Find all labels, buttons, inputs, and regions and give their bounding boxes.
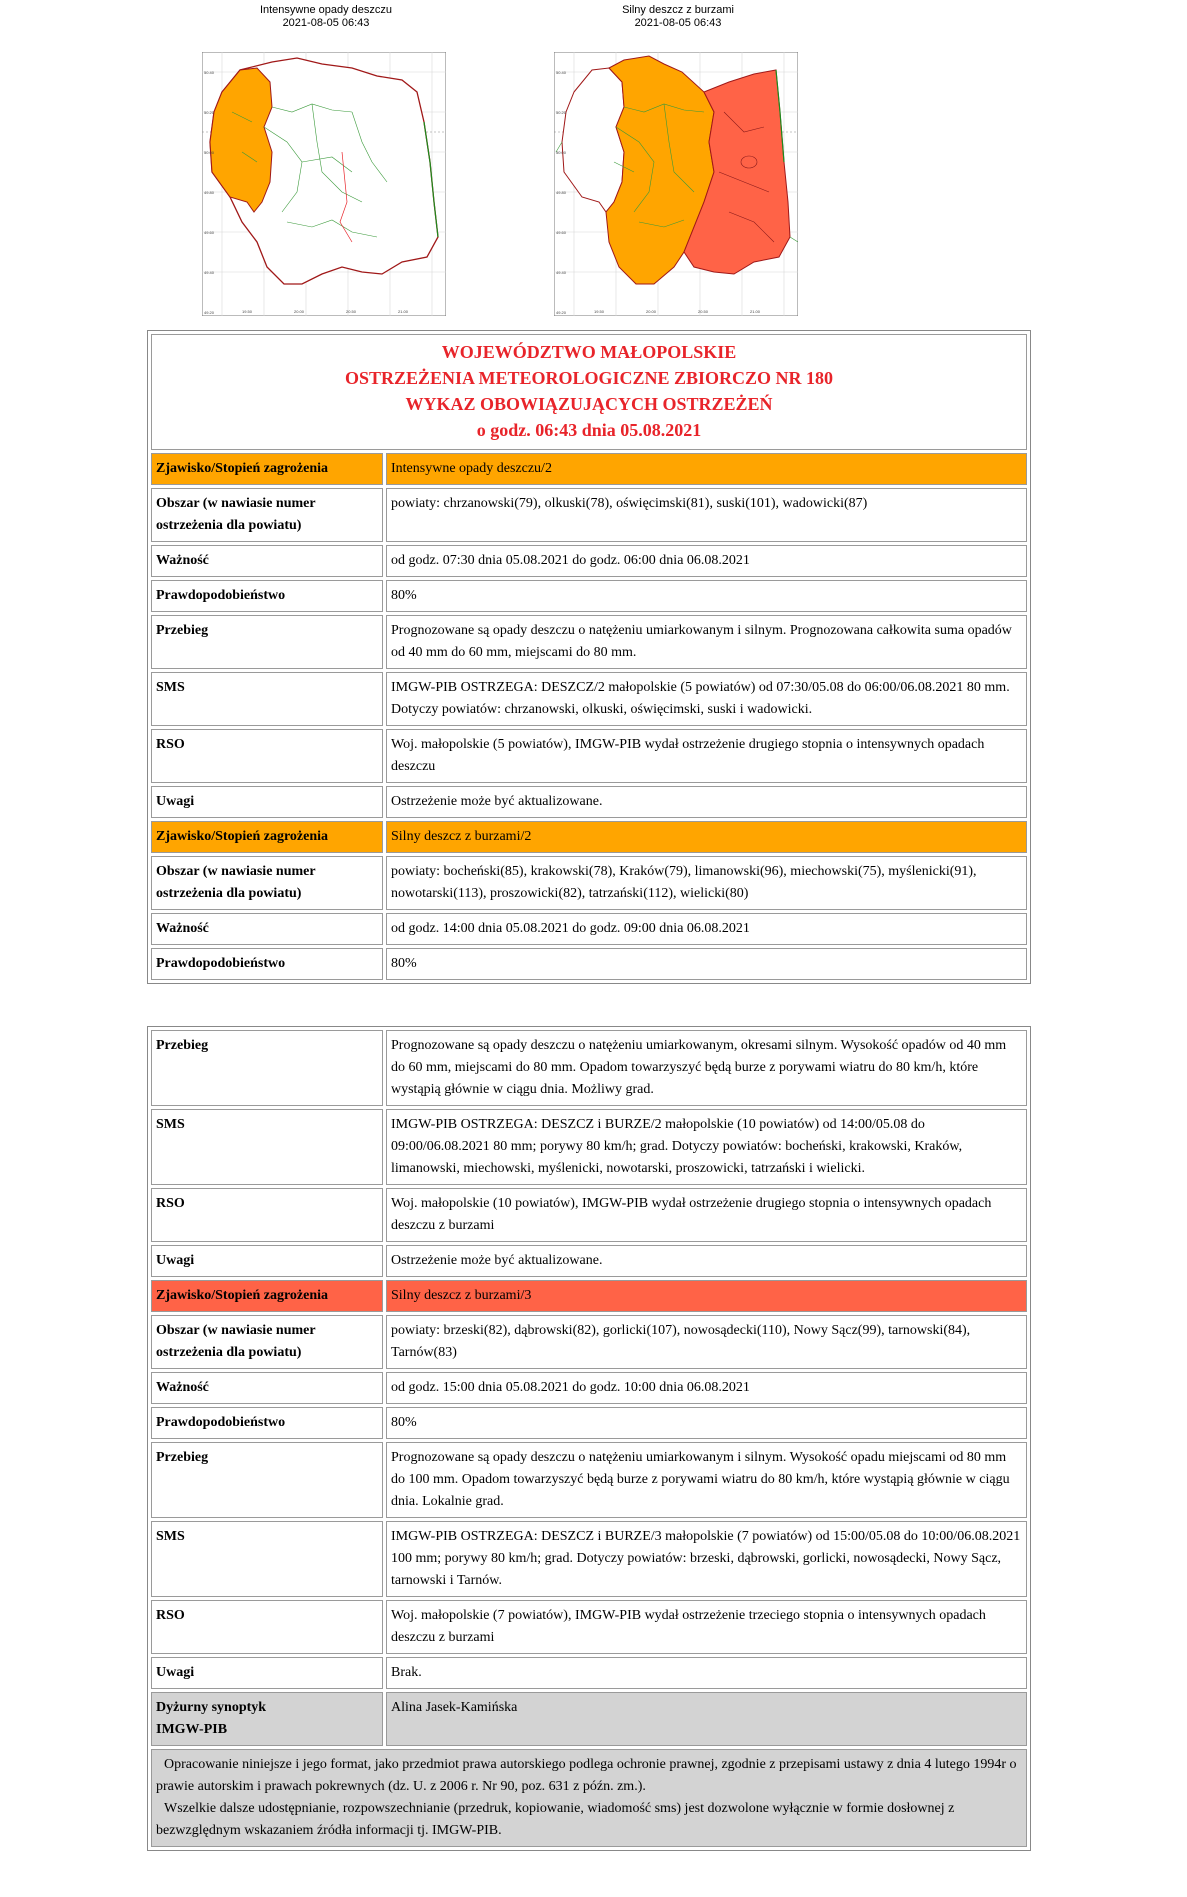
- value-cell: Prognozowane są opady deszczu o natężeniu umiarkowanym i silnym. Wysokość opadu miejscami od 80 mm do 100 mm. Opadom towarzyszyć będą burze z porywami wiatru do 80 km/h, które wystąpią głównie w ciągu dnia. Lokalnie grad.: [386, 1442, 1027, 1518]
- label-cell: Przebieg: [151, 615, 383, 669]
- lat-tick-label: 50.00: [204, 150, 215, 155]
- map-title-text: Intensywne opady deszczu: [259, 4, 393, 16]
- value-cell: od godz. 14:00 dnia 05.08.2021 do godz. 09:00 dnia 06.08.2021: [386, 913, 1027, 945]
- label-cell: RSO: [151, 1600, 383, 1654]
- label-cell: Przebieg: [151, 1030, 383, 1106]
- label-cell: RSO: [151, 729, 383, 783]
- value-cell: od godz. 15:00 dnia 05.08.2021 do godz. 10:00 dnia 06.08.2021: [386, 1372, 1027, 1404]
- label-cell: [151, 1692, 383, 1746]
- lon-tick-label: 20.50: [346, 309, 357, 314]
- label-cell: Prawdopodobieństwo: [151, 1407, 383, 1439]
- map-time: 2021-08-05 06:43: [282, 17, 370, 29]
- lat-tick-label: 49.60: [556, 230, 567, 235]
- value-cell: Woj. małopolskie (7 powiatów), IMGW-PIB wydał ostrzeżenie trzeciego stopnia o intensywnych opadach deszczu z burzami: [386, 1600, 1027, 1654]
- label-line: ostrzeżenia dla powiatu): [156, 1345, 302, 1360]
- lat-tick-label: 49.80: [204, 190, 215, 195]
- lat-tick-label: 50.40: [204, 70, 215, 75]
- copyright-paragraph: Opracowanie niniejsze i jego format, jako przedmiot prawa autorskiego podlega ochronie prawnej, zgodnie z przepisami ustawy z dnia 4 lutego 1994r o prawie autorskim i prawach pokrewnych (dz. U. z 2006 r. Nr 90, poz. 631 z późn. zm.).: [156, 1757, 1017, 1794]
- label-cell: SMS: [151, 672, 383, 726]
- table-row: [151, 453, 1027, 485]
- map-block-storm: [548, 4, 808, 315]
- table-row: [151, 1245, 1027, 1277]
- label-cell: Prawdopodobieństwo: [151, 948, 383, 980]
- lat-tick-label: 50.40: [556, 70, 567, 75]
- warnings-table-2: [147, 1026, 1031, 1851]
- value-cell: powiaty: chrzanowski(79), olkuski(78), oświęcimski(81), suski(101), wadowicki(87): [386, 488, 1027, 542]
- table-row: [151, 1280, 1027, 1312]
- value-cell: od godz. 07:30 dnia 05.08.2021 do godz. 06:00 dnia 06.08.2021: [386, 545, 1027, 577]
- label-cell: Prawdopodobieństwo: [151, 580, 383, 612]
- table-row: [151, 672, 1027, 726]
- table-row: [151, 821, 1027, 853]
- distribution-paragraph: Wszelkie dalsze udostępnianie, rozpowszechnianie (przedruk, kopiowanie, wiadomość sms) jest dozwolone wyłącznie w formie dosłownej z bezwzględnym wskazaniem źródła informacji tj. IMGW-PIB.: [156, 1801, 955, 1838]
- label-cell: SMS: [151, 1521, 383, 1597]
- label-cell: Uwagi: [151, 1245, 383, 1277]
- header-list-title: WYKAZ OBOWIĄZUJĄCYCH OSTRZEŻEŃ: [405, 394, 773, 414]
- map-title: [548, 4, 808, 30]
- footer-row: [151, 1749, 1027, 1847]
- table-row: [151, 545, 1027, 577]
- label-line: Obszar (w nawiasie numer: [156, 864, 316, 879]
- map-title: [196, 4, 456, 30]
- value-cell: Intensywne opady deszczu/2: [386, 453, 1027, 485]
- label-line: IMGW-PIB: [156, 1722, 228, 1737]
- table-row: [151, 1315, 1027, 1369]
- lon-tick-label: 19.50: [242, 309, 253, 314]
- map-image: [554, 52, 798, 316]
- table-row: [151, 1657, 1027, 1689]
- table-row: [151, 856, 1027, 910]
- label-cell: Ważność: [151, 1372, 383, 1404]
- lon-tick-label: 21.00: [398, 309, 409, 314]
- header-subtitle: OSTRZEŻENIA METEOROLOGICZNE ZBIORCZO NR 180: [344, 368, 834, 388]
- label-line: ostrzeżenia dla powiatu): [156, 518, 302, 533]
- label-cell: [151, 856, 383, 910]
- value-cell: powiaty: bocheński(85), krakowski(78), Kraków(79), limanowski(96), miechowski(75), myślenicki(91), nowotarski(113), proszowicki(82), tatrzański(112), wielicki(80): [386, 856, 1027, 910]
- table-row: [151, 1030, 1027, 1106]
- synoptyk-name: Alina Jasek-Kamińska: [386, 1692, 1027, 1746]
- value-cell: Woj. małopolskie (10 powiatów), IMGW-PIB wydał ostrzeżenie drugiego stopnia o intensywnych opadach deszczu z burzami: [386, 1188, 1027, 1242]
- table-row: [151, 1521, 1027, 1597]
- label-cell: Zjawisko/Stopień zagrożenia: [151, 453, 383, 485]
- lat-tick-label: 50.20: [204, 110, 215, 115]
- header-time: o godz. 06:43 dnia 05.08.2021: [476, 420, 702, 440]
- label-cell: SMS: [151, 1109, 383, 1185]
- table-row: [151, 913, 1027, 945]
- table-row: [151, 488, 1027, 542]
- label-line: Obszar (w nawiasie numer: [156, 496, 316, 511]
- value-cell: IMGW-PIB OSTRZEGA: DESZCZ/2 małopolskie (5 powiatów) od 07:30/05.08 do 06:00/06.08.2021 80 mm. Dotyczy powiatów: chrzanowski, olkuski, oświęcimski, suski i wadowicki.: [386, 672, 1027, 726]
- lat-tick-label: 49.60: [204, 230, 215, 235]
- lat-tick-label: 49.20: [556, 310, 567, 315]
- value-cell: Ostrzeżenie może być aktualizowane.: [386, 1245, 1027, 1277]
- table-row: [151, 1372, 1027, 1404]
- table-row: [151, 1692, 1027, 1746]
- label-cell: Uwagi: [151, 1657, 383, 1689]
- label-cell: [151, 488, 383, 542]
- label-cell: Zjawisko/Stopień zagrożenia: [151, 1280, 383, 1312]
- lat-tick-label: 49.80: [556, 190, 567, 195]
- value-cell: IMGW-PIB OSTRZEGA: DESZCZ i BURZE/3 małopolskie (7 powiatów) od 15:00/05.08 do 10:00/06.08.2021 100 mm; porywy 80 km/h; grad. Dotyczy powiatów: brzeski, dąbrowski, gorlicki, nowosądecki, Nowy Sącz, tarnowski i Tarnów.: [386, 1521, 1027, 1597]
- table-row: [151, 615, 1027, 669]
- value-cell: Silny deszcz z burzami/2: [386, 821, 1027, 853]
- table-row: [151, 1407, 1027, 1439]
- lon-tick-label: 20.00: [294, 309, 305, 314]
- table-row: [151, 1188, 1027, 1242]
- map-time: 2021-08-05 06:43: [634, 17, 722, 29]
- table-row: [151, 1600, 1027, 1654]
- value-cell: 80%: [386, 1407, 1027, 1439]
- table-row: [151, 948, 1027, 980]
- header-title: WOJEWÓDZTWO MAŁOPOLSKIE: [441, 342, 737, 362]
- value-cell: Ostrzeżenie może być aktualizowane.: [386, 786, 1027, 818]
- value-cell: Silny deszcz z burzami/3: [386, 1280, 1027, 1312]
- label-line: ostrzeżenia dla powiatu): [156, 886, 302, 901]
- table-row: [151, 786, 1027, 818]
- value-cell: 80%: [386, 580, 1027, 612]
- lat-tick-label: 49.20: [204, 310, 215, 315]
- copyright-notice: [151, 1749, 1027, 1847]
- map-block-rain: [196, 4, 456, 315]
- table-row: [151, 580, 1027, 612]
- table-row: [151, 729, 1027, 783]
- value-cell: Brak.: [386, 1657, 1027, 1689]
- value-cell: Prognozowane są opady deszczu o natężeniu umiarkowanym i silnym. Prognozowana całkowita suma opadów od 40 mm do 60 mm, miejscami do 80 mm.: [386, 615, 1027, 669]
- value-cell: 80%: [386, 948, 1027, 980]
- value-cell: Prognozowane są opady deszczu o natężeniu umiarkowanym, okresami silnym. Wysokość opadów od 40 mm do 60 mm, miejscami do 80 mm. Opadom towarzyszyć będą burze z porywami wiatru do 80 km/h, które wystąpią głównie w ciągu dnia. Możliwy grad.: [386, 1030, 1027, 1106]
- map-title-text: Silny deszcz z burzami: [622, 4, 734, 16]
- label-cell: Ważność: [151, 913, 383, 945]
- table-row: [151, 1109, 1027, 1185]
- value-cell: IMGW-PIB OSTRZEGA: DESZCZ i BURZE/2 małopolskie (10 powiatów) od 14:00/05.08 do 09:00/06.08.2021 80 mm; porywy 80 km/h; grad. Dotyczy powiatów: bocheński, krakowski, Kraków, limanowski, miechowski, myślenicki, nowotarski, proszowicki, tatrzański i wielicki.: [386, 1109, 1027, 1185]
- lat-tick-label: 50.00: [556, 150, 567, 155]
- lat-tick-label: 49.40: [204, 270, 215, 275]
- lat-tick-label: 50.20: [556, 110, 567, 115]
- warnings-table-1: [147, 330, 1031, 984]
- value-cell: Woj. małopolskie (5 powiatów), IMGW-PIB wydał ostrzeżenie drugiego stopnia o intensywnych opadach deszczu: [386, 729, 1027, 783]
- lon-tick-label: 20.50: [698, 309, 709, 314]
- label-cell: Przebieg: [151, 1442, 383, 1518]
- map-image: [202, 52, 446, 316]
- lon-tick-label: 20.00: [646, 309, 657, 314]
- header-cell: [151, 334, 1027, 450]
- lat-tick-label: 49.40: [556, 270, 567, 275]
- label-cell: Uwagi: [151, 786, 383, 818]
- label-cell: [151, 1315, 383, 1369]
- label-cell: RSO: [151, 1188, 383, 1242]
- lon-tick-label: 19.50: [594, 309, 605, 314]
- table-row: [151, 1442, 1027, 1518]
- lon-tick-label: 21.00: [750, 309, 761, 314]
- label-cell: Ważność: [151, 545, 383, 577]
- label-line: Dyżurny synoptyk: [156, 1700, 267, 1715]
- label-line: Obszar (w nawiasie numer: [156, 1323, 316, 1338]
- value-cell: powiaty: brzeski(82), dąbrowski(82), gorlicki(107), nowosądecki(110), Nowy Sącz(99), tarnowski(84), Tarnów(83): [386, 1315, 1027, 1369]
- header-row: [151, 334, 1027, 450]
- label-cell: Zjawisko/Stopień zagrożenia: [151, 821, 383, 853]
